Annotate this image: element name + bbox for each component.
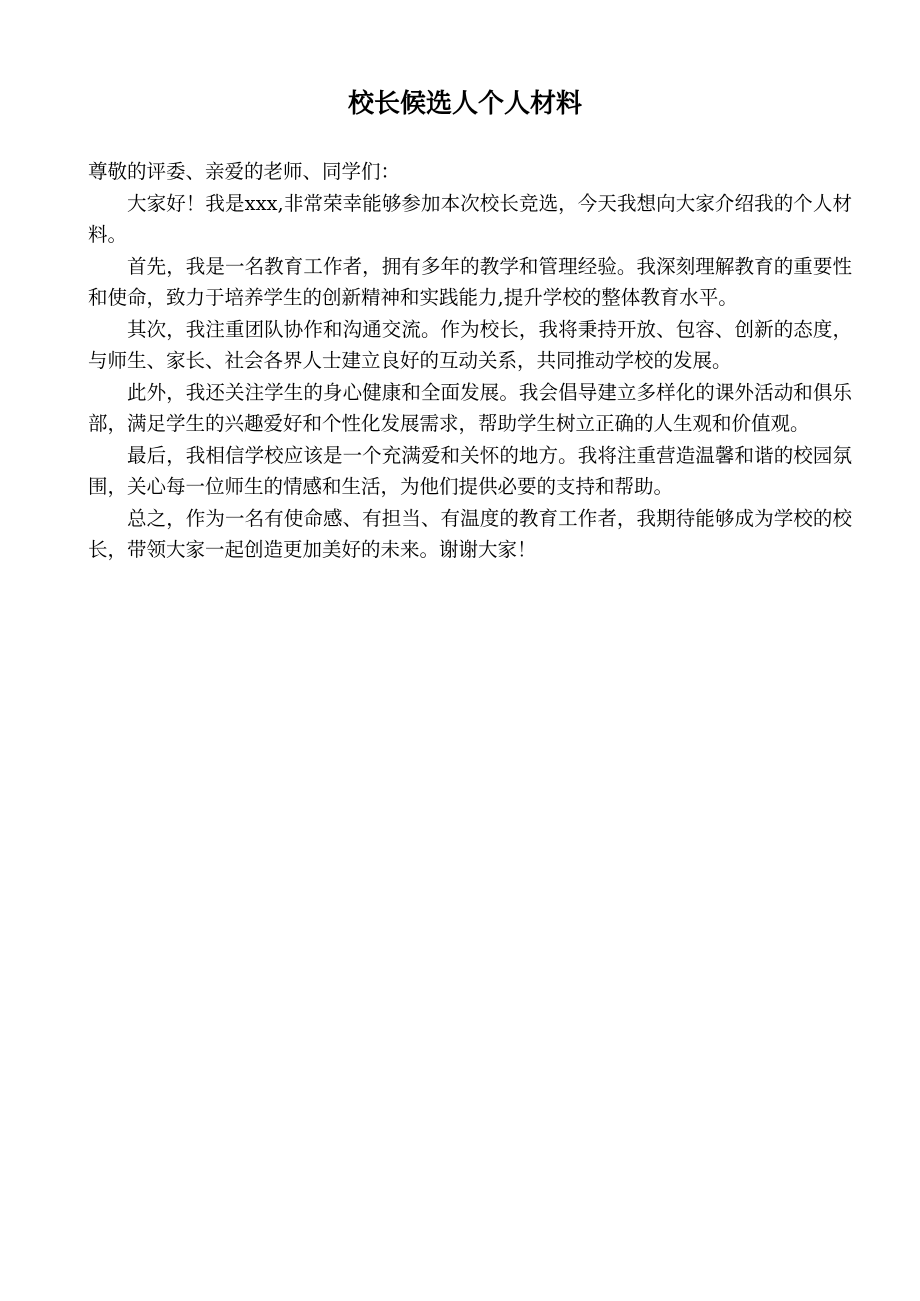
paragraph-student-development: 此外，我还关注学生的身心健康和全面发展。我会倡导建立多样化的课外活动和俱乐部，满足学生的兴趣爱好和个性化发展需求，帮助学生树立正确的人生观和价值观。 (88, 380, 852, 435)
paragraph-experience: 首先，我是一名教育工作者，拥有多年的教学和管理经验。我深刻理解教育的重要性和使命，致力于培养学生的创新精神和实践能力,提升学校的整体教育水平。 (88, 254, 852, 309)
paragraph-campus-care: 最后，我相信学校应该是一个充满爱和关怀的地方。我将注重营造温馨和谐的校园氛围，关心每一位师生的情感和生活，为他们提供必要的支持和帮助。 (88, 443, 852, 498)
document-body (88, 156, 852, 566)
paragraph-conclusion: 总之，作为一名有使命感、有担当、有温度的教育工作者，我期待能够成为学校的校长，带领大家一起创造更加美好的未来。谢谢大家！ (88, 506, 852, 561)
paragraph-greeting: 大家好！我是xxx,非常荣幸能够参加本次校长竞选，今天我想向大家介绍我的个人材料。 (88, 191, 852, 246)
document-title: 校长候选人个人材料 (347, 89, 582, 119)
salutation: 尊敬的评委、亲爱的老师、同学们： (88, 160, 401, 183)
paragraph-teamwork: 其次，我注重团队协作和沟通交流。作为校长，我将秉持开放、包容、创新的态度，与师生、家长、社会各界人士建立良好的互动关系，共同推动学校的发展。 (88, 317, 852, 372)
